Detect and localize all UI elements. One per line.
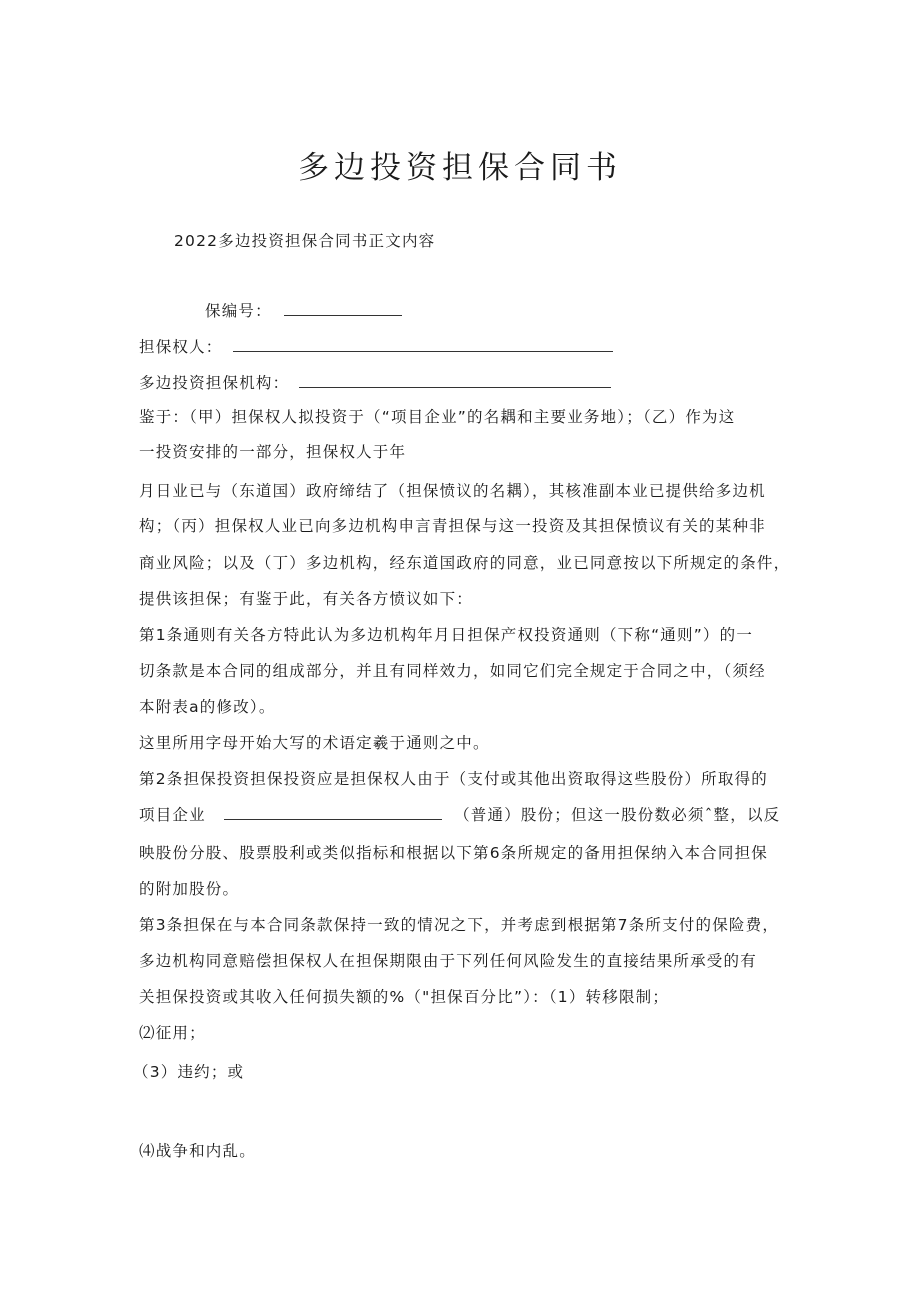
body-line: 鉴于：（甲）担保权人拟投资于（“项目企业”的名耦和主要业务地）；（乙）作为这 [139, 408, 736, 426]
body-line: 提供该担保；有鉴于此，有关各方愤议如下： [139, 590, 474, 608]
body-line: 构；（丙）担保权人业已向多边机构申言青担保与这一投资及其担保愤议有关的某种非 [139, 517, 766, 535]
body-line: 的附加股份。 [139, 880, 240, 898]
body-line: 第1条通则有关各方特此认为多边机构年月日担保产权投资通则（下称“通则”）的一 [139, 626, 754, 644]
list-item-breach: （3）违约；或 [133, 1063, 245, 1081]
project-enterprise-row [139, 805, 789, 825]
list-item-expropriation: ⑵征用； [139, 1024, 206, 1042]
guarantee-no-label: 保编号： [205, 302, 272, 320]
agency-label: 多边投资担保机构： [139, 374, 290, 392]
guarantee-holder-label: 担保权人： [139, 338, 223, 356]
project-prefix: 项目企业 [139, 806, 206, 824]
project-suffix: （普通）股份；但这一股份数必须ˆ整，以反 [454, 806, 781, 824]
project-enterprise-blank [224, 805, 442, 820]
guarantee-no-blank [284, 301, 402, 316]
body-line: 一投资安排的一部分，担保权人于年 [139, 443, 407, 461]
body-line: 切条款是本合同的组成部分，并且有同样效力，如同它们完全规定于合同之中，（须经 [139, 662, 766, 680]
body-line: 月日业已与（东道国）政府缔结了（担保愤议的名耦），其核准副本业已提供给多边机 [139, 482, 766, 500]
guarantee-no-row [205, 301, 855, 321]
agency-blank [299, 373, 611, 388]
list-item-war: ⑷战争和内乱。 [139, 1142, 256, 1160]
body-line: 第3条担保在与本合同条款保持一致的情况之下，并考虑到根据第7条所支付的保险费， [139, 916, 780, 934]
body-line: 本附表a的修改）。 [139, 698, 276, 716]
document-title: 多边投资担保合同书 [298, 150, 622, 186]
body-line: 多边机构同意赔偿担保权人在担保期限由于下列任何风险发生的直接结果所承受的有 [139, 952, 757, 970]
body-line: 第2条担保投资担保投资应是担保权人由于（支付或其他出资取得这些股份）所取得的 [139, 770, 768, 788]
agency-row [139, 373, 789, 393]
guarantee-holder-row [139, 337, 789, 357]
body-line: 商业风险；以及（丁）多边机构，经东道国政府的同意，业已同意按以下所规定的条件， [139, 554, 791, 572]
body-line: 这里所用字母开始大写的术语定羲于通则之中。 [139, 734, 490, 752]
guarantee-holder-blank [233, 337, 613, 352]
body-line: 映股份分股、股票股利或类似指标和根据以下第6条所规定的备用担保纳入本合同担保 [139, 844, 768, 862]
document-subtitle: 2022多边投资担保合同书正文内容 [174, 232, 436, 250]
body-line: 关担保投资或其收入任何损失额的%（"担保百分比”）：（1）转移限制； [139, 988, 670, 1006]
